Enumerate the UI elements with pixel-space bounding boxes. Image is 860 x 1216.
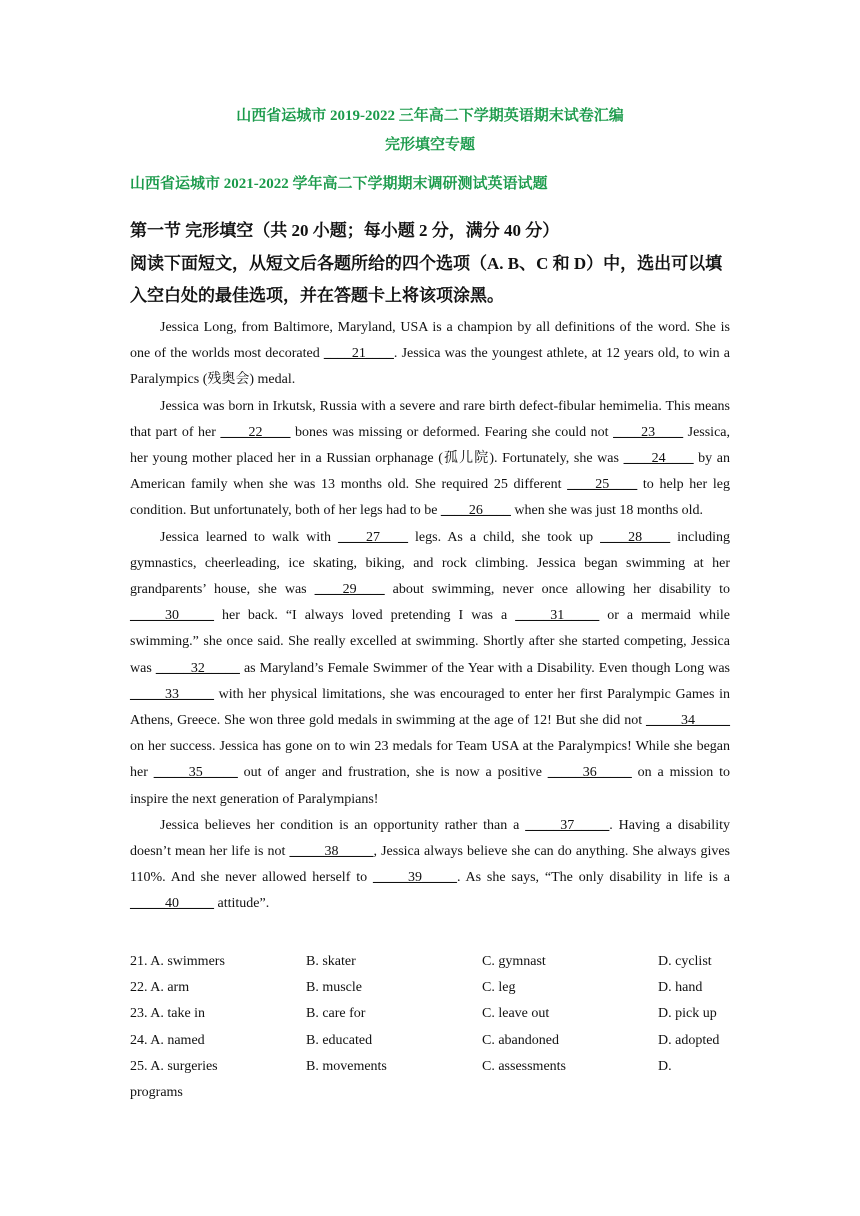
option-a: 22. A. arm xyxy=(130,980,190,996)
option-row-25-wrap xyxy=(130,1080,730,1106)
option-a: 24. A. named xyxy=(130,1032,205,1048)
option-c: C. gymnast xyxy=(482,954,546,969)
option-b: B. skater xyxy=(306,954,356,969)
text-segment: attitude”. xyxy=(214,896,270,912)
option-b: B. care for xyxy=(306,1006,366,1022)
blank-37: _____37_____ xyxy=(525,817,610,833)
option-c: C. leg xyxy=(482,980,516,996)
option-c: C. leave out xyxy=(482,1006,550,1022)
passage-paragraph-3 xyxy=(130,525,730,813)
option-d: D. hand xyxy=(658,980,703,996)
text-segment: Jessica learned to walk with xyxy=(160,529,339,545)
text-segment: including gymnastics, cheerleading, ice skating, biking, and rock climbing. Jessica began swimming at her grandparents’ house, she was xyxy=(130,529,730,598)
text-segment: legs. As a child, she took up xyxy=(408,529,601,545)
option-b: B. movements xyxy=(306,1058,387,1074)
option-d: D. xyxy=(658,1058,672,1074)
option-c: C. abandoned xyxy=(482,1032,559,1048)
blank-31: _____31_____ xyxy=(515,608,600,624)
text-segment: to help her leg condition. But unfortunately, both of her legs had to be xyxy=(130,477,730,519)
option-b: B. educated xyxy=(306,1032,373,1048)
text-segment: Jessica Long, from Baltimore, Maryland, USA is a champion by all definitions of the word. She is one of the worlds most decorated xyxy=(130,320,730,362)
text-segment: her back. “I always loved pretending I was a xyxy=(214,608,516,624)
text-segment: out of anger and frustration, she is now a positive xyxy=(237,765,548,781)
text-segment: about swimming, never once allowing her disability to xyxy=(384,582,731,598)
option-b: B. muscle xyxy=(306,980,362,996)
option-row-22 xyxy=(130,975,730,1001)
text-segment: . As she says, “The only disability in life is a xyxy=(456,870,731,886)
blank-21: ____21____ xyxy=(323,346,394,362)
option-row-24 xyxy=(130,1028,730,1054)
text-segment: when she was just 18 months old. xyxy=(510,503,704,519)
blank-39: _____39_____ xyxy=(372,870,457,886)
section-heading: 第一节 完形填空（共 20 小题；每小题 2 分，满分 40 分） xyxy=(130,221,560,240)
answer-options xyxy=(130,949,730,1106)
blank-26: ____26____ xyxy=(440,503,511,519)
option-d: D. cyclist xyxy=(658,954,712,969)
document-topic: 完形填空专题 xyxy=(384,137,475,153)
blank-38: _____38_____ xyxy=(289,844,374,860)
text-segment: as Maryland’s Female Swimmer of the Year with a Disability. Even though Long was xyxy=(239,660,730,676)
option-row-25 xyxy=(130,1054,730,1080)
text-segment: , Jessica always believe she can do anything. She always gives 110%. And she never allowed herself to xyxy=(130,844,730,886)
exam-source-title: 山西省运城市 2021-2022 学年高二下学期期末调研测试英语试题 xyxy=(130,176,548,192)
blank-24: ____24____ xyxy=(623,451,694,467)
text-segment: by an American family when she was 13 months old. She required 25 different xyxy=(130,451,731,493)
text-segment: with her physical limitations, she was encouraged to enter her first Paralympic Games in Athens, Greece. She won three gold medals in swimming at the age of 12! But she did not xyxy=(130,686,730,729)
text-segment: Jessica was born in Irkutsk, Russia with a severe and rare birth defect-fibular hemimelia. This means that part of her xyxy=(130,398,730,440)
passage-paragraph-2 xyxy=(130,394,730,525)
option-a: 21. A. swimmers xyxy=(130,954,225,969)
blank-27: ____27____ xyxy=(338,529,409,545)
blank-23: ____23____ xyxy=(613,424,684,440)
option-d: D. pick up xyxy=(658,1006,717,1022)
option-d: D. adopted xyxy=(658,1032,720,1048)
passage-paragraph-4 xyxy=(130,813,730,918)
text-segment: . Having a disability doesn’t mean her life is not xyxy=(130,817,730,860)
option-row-21 xyxy=(130,949,730,975)
blank-25: ____25____ xyxy=(567,477,638,493)
text-segment: bones was missing or deformed. Fearing she could not xyxy=(290,424,614,440)
blank-28: ____28____ xyxy=(600,529,671,545)
blank-36: _____36_____ xyxy=(547,765,632,781)
blank-40: _____40_____ xyxy=(130,896,214,912)
blank-22: ____22____ xyxy=(220,424,291,440)
text-segment: . Jessica was the youngest athlete, at 12 years old, to win a Paralympics (残奥会) medal. xyxy=(130,346,730,388)
section-instructions: 阅读下面短文，从短文后各题所给的四个选项（A. B、C 和 D）中，选出可以填入空白处的最佳选项，并在答题卡上将该项涂黑。 xyxy=(130,254,723,305)
passage-paragraph-1 xyxy=(130,315,730,394)
blank-32: _____32_____ xyxy=(155,660,240,676)
blank-30: _____30_____ xyxy=(130,608,214,624)
blank-35: _____35_____ xyxy=(153,765,238,781)
cloze-passage xyxy=(130,315,730,918)
option-row-23 xyxy=(130,1001,730,1027)
option-a: 23. A. take in xyxy=(130,1006,206,1022)
blank-29: ____29____ xyxy=(314,582,385,598)
text-segment: on a mission to inspire the next generation of Paralympians! xyxy=(130,765,730,807)
document-title: 山西省运城市 2019-2022 三年高二下学期英语期末试卷汇编 xyxy=(236,108,624,124)
blank-34: _____34_____ xyxy=(646,713,730,729)
blank-33: _____33_____ xyxy=(130,686,214,702)
option-a: 25. A. surgeries xyxy=(130,1058,218,1074)
option-d-continued: programs xyxy=(130,1084,183,1100)
text-segment: Jessica, her young mother placed her in a Russian orphanage (孤儿院). Fortunately, she was xyxy=(130,424,730,467)
text-segment: on her success. Jessica has gone on to win 23 medals for Team USA at the Paralympics! While she began her xyxy=(130,739,730,781)
text-segment: or a mermaid while swimming.” she once said. She really excelled at swimming. Shortly after she started competing, Jessica was xyxy=(130,608,730,676)
option-c: C. assessments xyxy=(482,1058,566,1074)
text-segment: Jessica believes her condition is an opportunity rather than a xyxy=(160,817,526,833)
